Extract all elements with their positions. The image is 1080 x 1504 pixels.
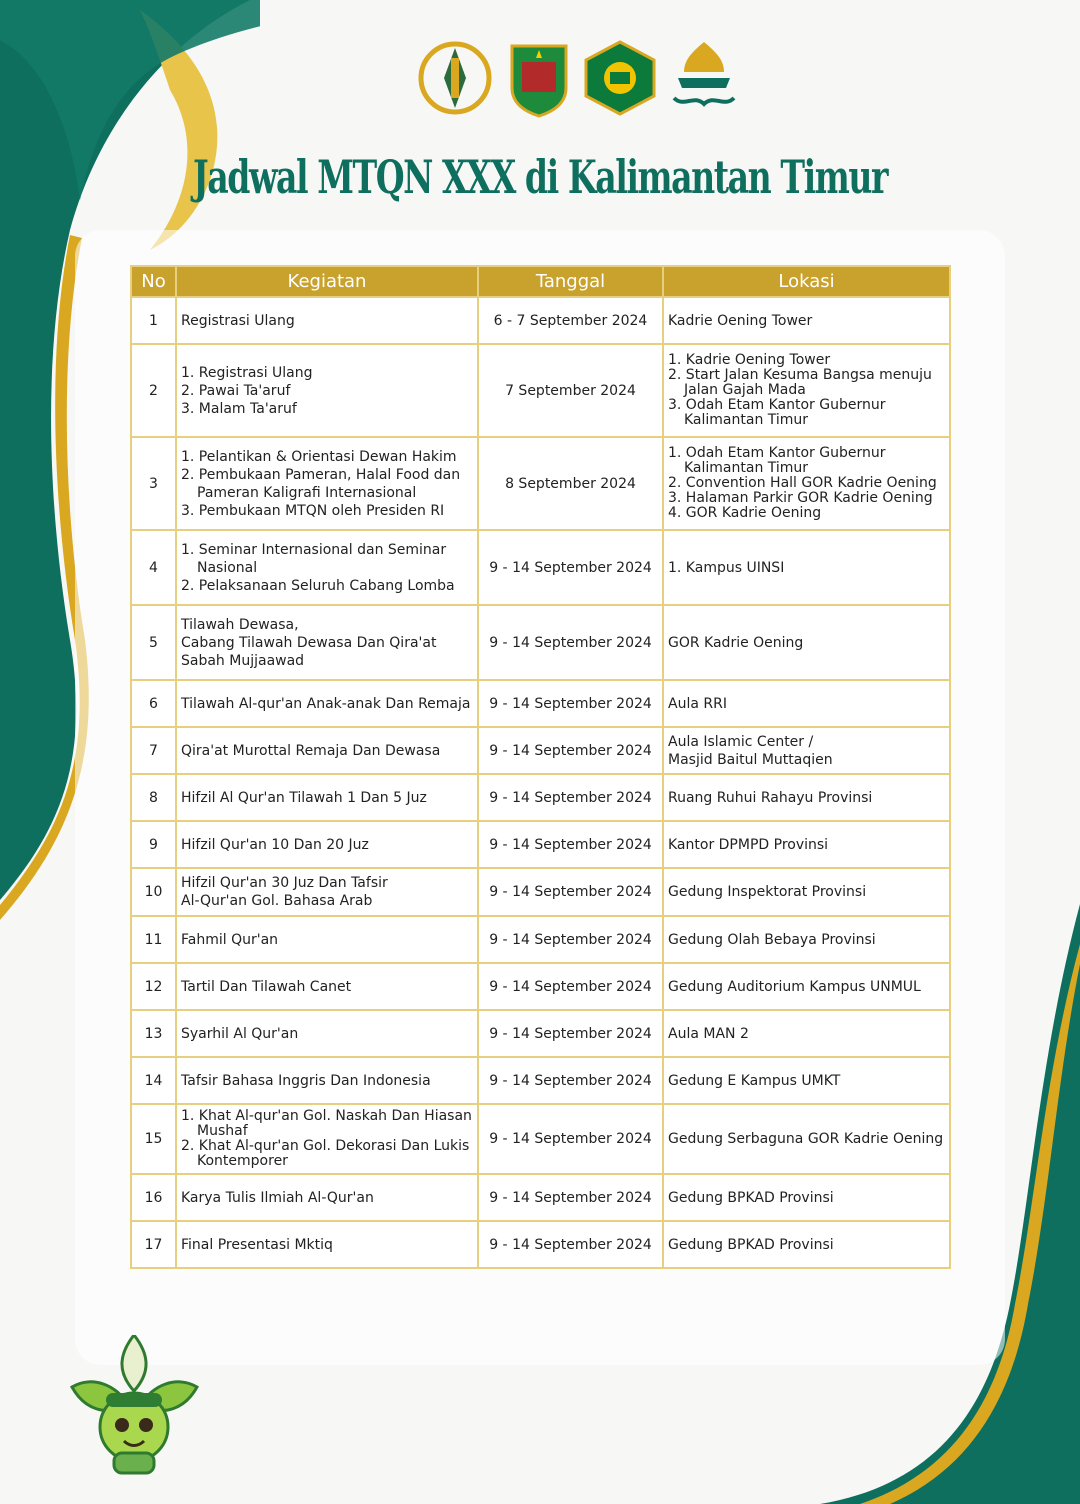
table-row	[131, 1104, 950, 1174]
kegiatan-line: Tilawah Dewasa,	[181, 616, 299, 633]
ministry-of-religion-emblem-icon	[582, 38, 658, 118]
kegiatan-cell	[176, 916, 478, 963]
lokasi-cell	[663, 868, 950, 916]
kegiatan-cell	[176, 1010, 478, 1057]
kegiatan-line: 1. Seminar Internasional dan Seminar Nasional	[181, 541, 447, 576]
kegiatan-line: Karya Tulis Ilmiah Al-Qur'an	[181, 1189, 374, 1206]
lokasi-line: Gedung BPKAD Provinsi	[668, 1189, 834, 1206]
row-number: 13	[131, 1010, 176, 1057]
tanggal-cell: 9 - 14 September 2024	[478, 1221, 663, 1268]
row-number: 14	[131, 1057, 176, 1104]
lokasi-line: Gedung Inspektorat Provinsi	[668, 884, 867, 900]
table-row	[131, 530, 950, 605]
kegiatan-line: Hifzil Qur'an 30 Juz Dan Tafsir	[181, 875, 388, 891]
lokasi-cell	[663, 963, 950, 1010]
tanggal-cell: 9 - 14 September 2024	[478, 821, 663, 868]
lokasi-line: 1. Odah Etam Kantor Gubernur Kalimantan Timur	[668, 445, 886, 476]
kegiatan-cell	[176, 1221, 478, 1268]
lokasi-line: 1. Kadrie Oening Tower	[668, 352, 831, 368]
lokasi-line: 3. Odah Etam Kantor Gubernur Kalimantan Timur	[668, 397, 886, 428]
lokasi-cell	[663, 605, 950, 680]
table-row	[131, 1057, 950, 1104]
lokasi-cell	[663, 1174, 950, 1221]
tanggal-cell: 9 - 14 September 2024	[478, 1104, 663, 1174]
row-number: 16	[131, 1174, 176, 1221]
tanggal-cell: 9 - 14 September 2024	[478, 680, 663, 727]
column-header-kegiatan: Kegiatan	[176, 266, 478, 297]
tanggal-cell: 9 - 14 September 2024	[478, 1174, 663, 1221]
tanggal-cell: 9 - 14 September 2024	[478, 727, 663, 774]
kegiatan-cell	[176, 680, 478, 727]
lokasi-line: Kantor DPMPD Provinsi	[668, 836, 829, 853]
table-row	[131, 437, 950, 530]
row-number: 17	[131, 1221, 176, 1268]
row-number: 5	[131, 605, 176, 680]
kegiatan-cell	[176, 963, 478, 1010]
kegiatan-cell	[176, 1057, 478, 1104]
kegiatan-cell	[176, 821, 478, 868]
row-number: 1	[131, 297, 176, 344]
column-header-no: No	[131, 266, 176, 297]
lokasi-cell	[663, 344, 950, 437]
logo-row	[414, 38, 744, 118]
table-row	[131, 963, 950, 1010]
kegiatan-cell	[176, 297, 478, 344]
kegiatan-line: 3. Malam Ta'aruf	[181, 400, 297, 417]
tanggal-cell: 7 September 2024	[478, 344, 663, 437]
lokasi-line: Aula Islamic Center /	[668, 733, 814, 750]
lokasi-line: Gedung BPKAD Provinsi	[668, 1236, 834, 1253]
tanggal-cell: 9 - 14 September 2024	[478, 916, 663, 963]
kegiatan-line: 1. Khat Al-qur'an Gol. Naskah Dan Hiasan Mushaf	[181, 1108, 472, 1139]
lokasi-line: Kadrie Oening Tower	[668, 312, 813, 329]
kegiatan-line: Registrasi Ulang	[181, 312, 295, 329]
kegiatan-line: Sabah Mujjaawad	[181, 652, 305, 669]
table-row	[131, 297, 950, 344]
lokasi-line: Aula RRI	[668, 695, 727, 712]
kegiatan-cell	[176, 344, 478, 437]
tanggal-cell: 9 - 14 September 2024	[478, 774, 663, 821]
page-title: Jadwal MTQN XXX di Kalimantan Timur	[192, 150, 887, 204]
kegiatan-line: 1. Pelantikan & Orientasi Dewan Hakim	[181, 448, 457, 465]
tanggal-cell: 9 - 14 September 2024	[478, 963, 663, 1010]
lokasi-cell	[663, 680, 950, 727]
lokasi-cell	[663, 1010, 950, 1057]
lokasi-line: Gedung Auditorium Kampus UNMUL	[668, 978, 921, 995]
kegiatan-line: Final Presentasi Mktiq	[181, 1236, 333, 1253]
lokasi-cell	[663, 821, 950, 868]
row-number: 11	[131, 916, 176, 963]
kegiatan-line: Tartil Dan Tilawah Canet	[181, 978, 352, 995]
lokasi-cell	[663, 774, 950, 821]
lokasi-cell	[663, 1104, 950, 1174]
table-row	[131, 916, 950, 963]
provincial-emblem-icon	[414, 38, 496, 118]
column-header-lokasi: Lokasi	[663, 266, 950, 297]
lokasi-line: Gedung Serbaguna GOR Kadrie Oening	[668, 1131, 944, 1147]
tanggal-cell: 9 - 14 September 2024	[478, 605, 663, 680]
kegiatan-line: 2. Pawai Ta'aruf	[181, 382, 291, 399]
kegiatan-cell	[176, 774, 478, 821]
lokasi-line: 2. Convention Hall GOR Kadrie Oening	[668, 475, 937, 491]
lokasi-line: 1. Kampus UINSI	[668, 559, 785, 576]
kegiatan-line: 2. Pembukaan Pameran, Halal Food dan Pameran Kaligrafi Internasional	[181, 466, 461, 501]
kegiatan-line: 3. Pembukaan MTQN oleh Presiden RI	[181, 502, 445, 519]
kegiatan-cell	[176, 530, 478, 605]
table-row	[131, 605, 950, 680]
kegiatan-line: Tafsir Bahasa Inggris Dan Indonesia	[181, 1072, 431, 1089]
kegiatan-cell	[176, 868, 478, 916]
tanggal-cell: 8 September 2024	[478, 437, 663, 530]
table-row	[131, 1221, 950, 1268]
table-row	[131, 680, 950, 727]
lokasi-cell	[663, 437, 950, 530]
lokasi-line: Ruang Ruhui Rahayu Provinsi	[668, 789, 873, 806]
table-row	[131, 1010, 950, 1057]
lokasi-line: 4. GOR Kadrie Oening	[668, 505, 822, 521]
row-number: 8	[131, 774, 176, 821]
kegiatan-line: Hifzil Al Qur'an Tilawah 1 Dan 5 Juz	[181, 789, 427, 806]
mtqn-xxx-logo-icon	[664, 38, 744, 118]
tanggal-cell: 6 - 7 September 2024	[478, 297, 663, 344]
lokasi-cell	[663, 1057, 950, 1104]
tanggal-cell: 9 - 14 September 2024	[478, 1057, 663, 1104]
row-number: 3	[131, 437, 176, 530]
kegiatan-line: Syarhil Al Qur'an	[181, 1025, 299, 1042]
lokasi-line: Gedung E Kampus UMKT	[668, 1072, 841, 1089]
tanggal-cell: 9 - 14 September 2024	[478, 530, 663, 605]
table-header-row	[131, 266, 950, 297]
column-header-tanggal: Tanggal	[478, 266, 663, 297]
row-number: 12	[131, 963, 176, 1010]
lokasi-line: Aula MAN 2	[668, 1025, 749, 1042]
table-row	[131, 774, 950, 821]
lokasi-cell	[663, 297, 950, 344]
leaf-mascot-icon	[62, 1335, 207, 1480]
kegiatan-line: 1. Registrasi Ulang	[181, 364, 313, 381]
lokasi-cell	[663, 916, 950, 963]
lokasi-line: Masjid Baitul Muttaqien	[668, 751, 833, 768]
table-row	[131, 1174, 950, 1221]
tanggal-cell: 9 - 14 September 2024	[478, 1010, 663, 1057]
row-number: 9	[131, 821, 176, 868]
row-number: 7	[131, 727, 176, 774]
lokasi-cell	[663, 727, 950, 774]
row-number: 2	[131, 344, 176, 437]
kegiatan-line: Qira'at Murottal Remaja Dan Dewasa	[181, 742, 441, 759]
kegiatan-cell	[176, 727, 478, 774]
table-row	[131, 868, 950, 916]
regional-emblem-icon	[508, 38, 570, 118]
kegiatan-cell	[176, 1174, 478, 1221]
kegiatan-cell	[176, 1104, 478, 1174]
lokasi-line: 2. Start Jalan Kesuma Bangsa menuju Jalan Gajah Mada	[668, 367, 932, 398]
row-number: 15	[131, 1104, 176, 1174]
tanggal-cell: 9 - 14 September 2024	[478, 868, 663, 916]
schedule-table	[130, 265, 951, 1269]
table-row	[131, 344, 950, 437]
kegiatan-cell	[176, 437, 478, 530]
row-number: 10	[131, 868, 176, 916]
kegiatan-line: Cabang Tilawah Dewasa Dan Qira'at	[181, 634, 437, 651]
kegiatan-line: Al-Qur'an Gol. Bahasa Arab	[181, 893, 373, 909]
row-number: 4	[131, 530, 176, 605]
lokasi-line: Gedung Olah Bebaya Provinsi	[668, 931, 876, 948]
kegiatan-line: Fahmil Qur'an	[181, 931, 279, 948]
table-row	[131, 821, 950, 868]
lokasi-cell	[663, 1221, 950, 1268]
kegiatan-line: 2. Pelaksanaan Seluruh Cabang Lomba	[181, 577, 455, 594]
kegiatan-line: Tilawah Al-qur'an Anak-anak Dan Remaja	[181, 695, 471, 712]
kegiatan-line: Hifzil Qur'an 10 Dan 20 Juz	[181, 836, 369, 853]
lokasi-line: 3. Halaman Parkir GOR Kadrie Oening	[668, 490, 933, 506]
lokasi-line: GOR Kadrie Oening	[668, 634, 804, 651]
kegiatan-line: 2. Khat Al-qur'an Gol. Dekorasi Dan Lukis Kontemporer	[181, 1138, 470, 1169]
kegiatan-cell	[176, 605, 478, 680]
table-row	[131, 727, 950, 774]
row-number: 6	[131, 680, 176, 727]
lokasi-cell	[663, 530, 950, 605]
